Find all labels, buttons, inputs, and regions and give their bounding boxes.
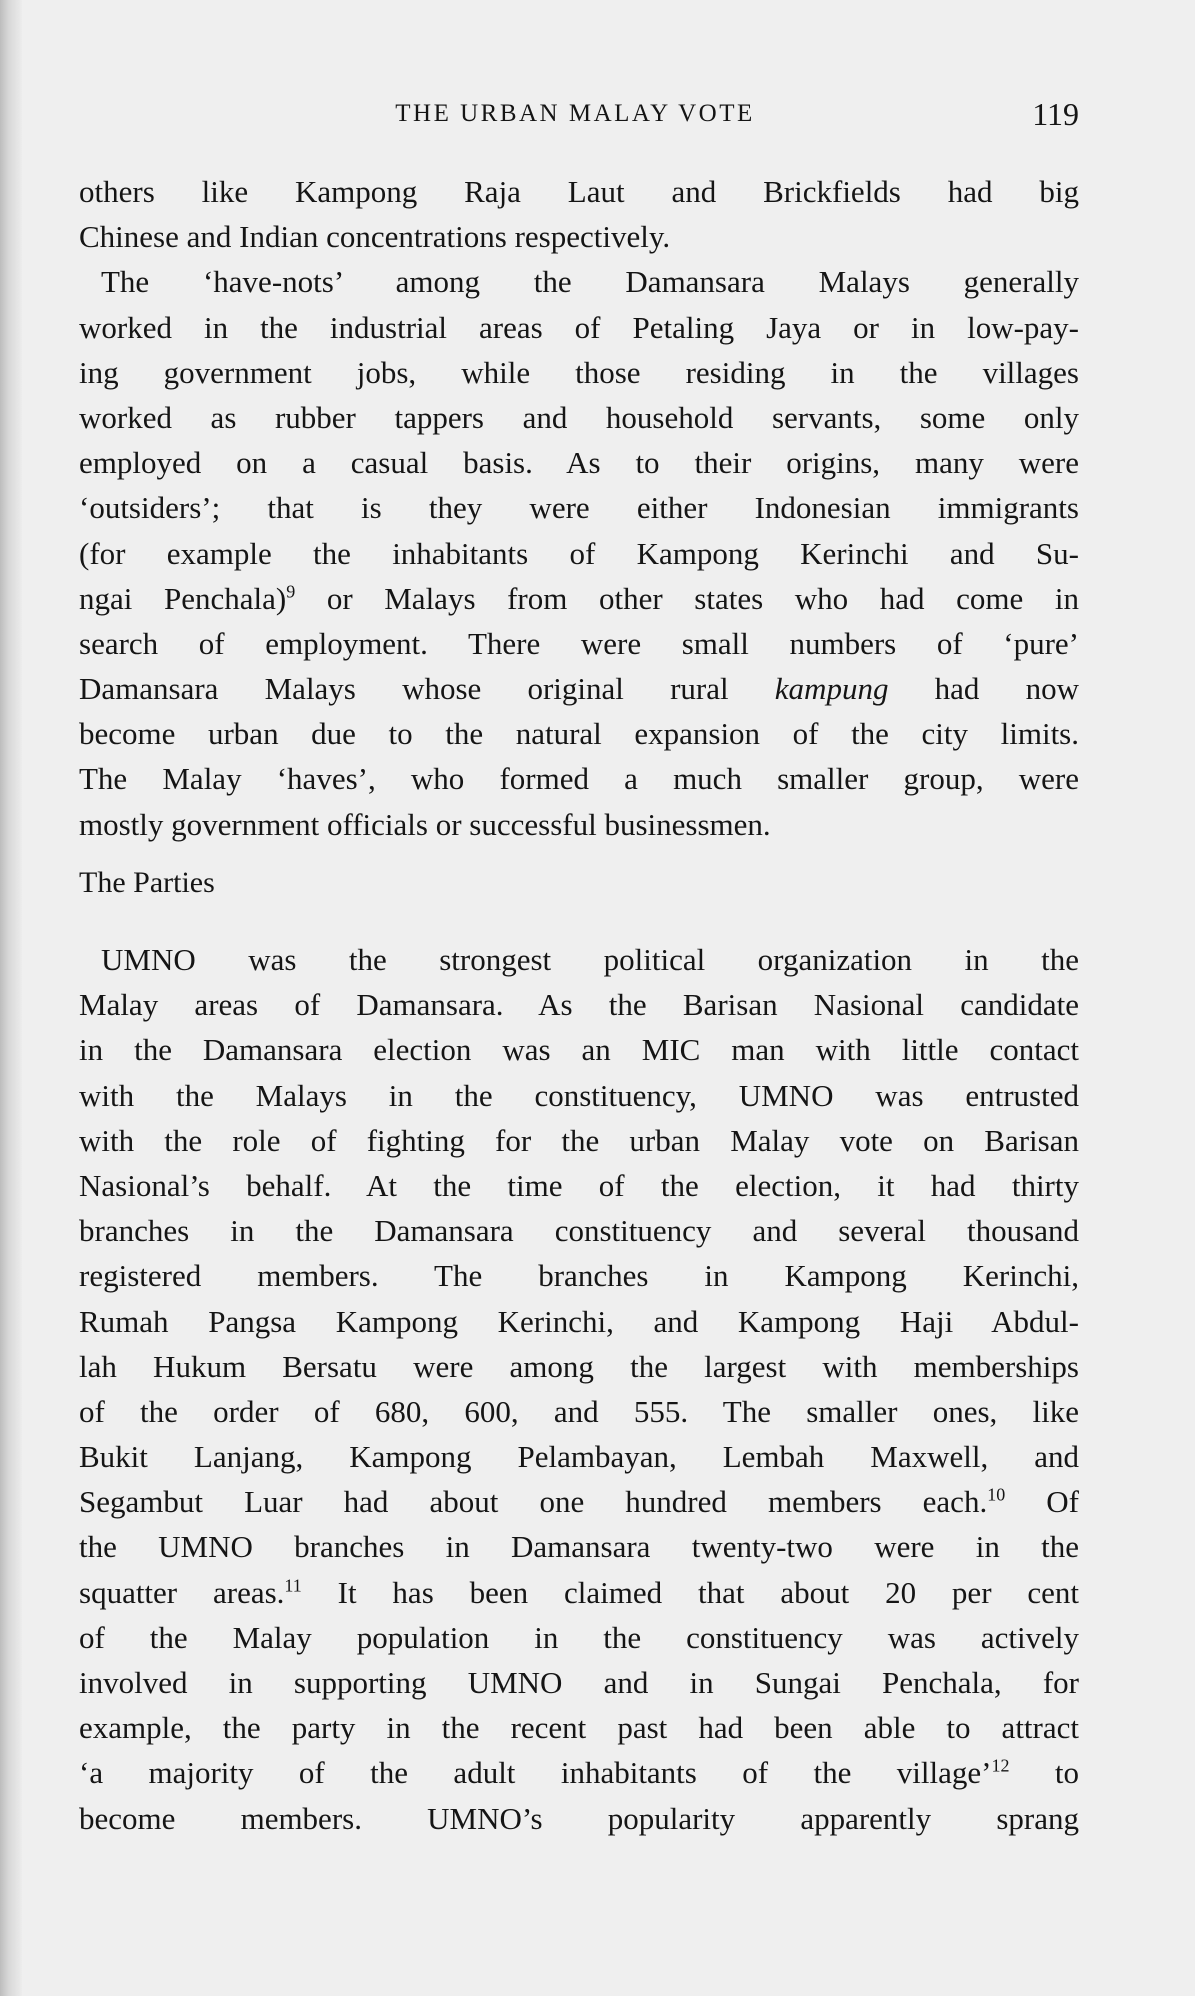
text-line: Bukit Lanjang, Kampong Pelambayan, Lembah Maxwell, and — [79, 1439, 1079, 1475]
footnote-ref-12: 12 — [991, 1756, 1010, 1777]
text-line: example, the party in the recent past had been able to attract — [79, 1710, 1079, 1746]
text-line: Chinese and Indian concentrations respectively. — [79, 219, 671, 255]
text-fragment: ‘a majority of the adult inhabitants of the village’ — [79, 1755, 992, 1791]
text-line — [79, 1479, 1079, 1524]
text-line: others like Kampong Raja Laut and Brickfields had big — [79, 174, 1079, 209]
text-line: (for example the inhabitants of Kampong Kerinchi and Su- — [79, 535, 1079, 571]
text-line — [79, 1750, 1079, 1795]
text-line: worked as rubber tappers and household servants, some only — [79, 399, 1079, 435]
text-line: branches in the Damansara constituency and several thousand — [79, 1213, 1079, 1249]
text-line: mostly government officials or successful businessmen. — [79, 806, 771, 842]
text-line: the UMNO branches in Damansara twenty-two were in the — [79, 1529, 1079, 1565]
text-line: become urban due to the natural expansion of the city limits. — [79, 716, 1079, 752]
text-line — [79, 576, 1079, 621]
text-line: The ‘have-nots’ among the Damansara Malays generally — [101, 264, 1079, 300]
text-fragment: ngai Penchala) — [79, 580, 287, 616]
text-fragment: Damansara Malays whose original rural — [79, 671, 775, 707]
page-gutter-shadow — [0, 0, 22, 1996]
text-line: Rumah Pangsa Kampong Kerinchi, and Kampong Haji Abdul- — [79, 1303, 1079, 1339]
text-fragment: had now — [888, 671, 1079, 707]
text-fragment: Of — [1005, 1484, 1079, 1520]
text-fragment: to — [1009, 1755, 1079, 1791]
text-line: of the order of 680, 600, and 555. The smaller ones, like — [79, 1393, 1079, 1429]
section-heading: The Parties — [79, 865, 215, 899]
text-line: become members. UMNO’s popularity apparently sprang — [79, 1800, 1079, 1836]
text-fragment: or Malays from other states who had come in — [295, 580, 1079, 616]
running-title — [79, 100, 1079, 128]
text-line: The Malay ‘haves’, who formed a much smaller group, were — [79, 761, 1079, 797]
text-line: Malay areas of Damansara. As the Barisan Nasional candidate — [79, 987, 1079, 1023]
text-line: lah Hukum Bersatu were among the largest with memberships — [79, 1348, 1079, 1384]
page-number: 119 — [1032, 96, 1079, 132]
page-header — [79, 98, 1079, 138]
text-line: in the Damansara election was an MIC man with little contact — [79, 1032, 1079, 1068]
text-line: Nasional’s behalf. At the time of the election, it had thirty — [79, 1167, 1079, 1203]
italic-term: kampung — [774, 671, 889, 707]
text-line: registered members. The branches in Kampong Kerinchi, — [79, 1258, 1079, 1294]
footnote-ref-10: 10 — [987, 1484, 1006, 1505]
text-line: ing government jobs, while those residing in the villages — [79, 354, 1079, 390]
footnote-ref-11: 11 — [284, 1575, 302, 1596]
text-line — [79, 666, 1079, 711]
body-text — [79, 169, 1079, 1841]
text-line: worked in the industrial areas of Petaling Jaya or in low-pay- — [79, 309, 1079, 345]
footnote-ref-9: 9 — [286, 581, 296, 602]
text-line: with the Malays in the constituency, UMNO was entrusted — [79, 1077, 1079, 1113]
text-line: ‘outsiders’; that is they were either Indonesian immigrants — [79, 490, 1079, 526]
text-line: employed on a casual basis. As to their origins, many were — [79, 445, 1079, 481]
running-title-text: THE URBAN MALAY VOTE — [395, 100, 755, 127]
text-line: of the Malay population in the constituency was actively — [79, 1619, 1079, 1655]
text-line: involved in supporting UMNO and in Sungai Penchala, for — [79, 1665, 1079, 1700]
text-fragment: squatter areas. — [79, 1574, 285, 1610]
text-line — [79, 1570, 1079, 1615]
text-line: search of employment. There were small numbers of ‘pure’ — [79, 625, 1079, 661]
text-line: with the role of fighting for the urban Malay vote on Barisan — [79, 1122, 1079, 1158]
text-line: UMNO was the strongest political organization in the — [101, 942, 1079, 977]
text-fragment: Segambut Luar had about one hundred members each. — [79, 1484, 988, 1520]
text-fragment: It has been claimed that about 20 per cent — [301, 1574, 1080, 1610]
